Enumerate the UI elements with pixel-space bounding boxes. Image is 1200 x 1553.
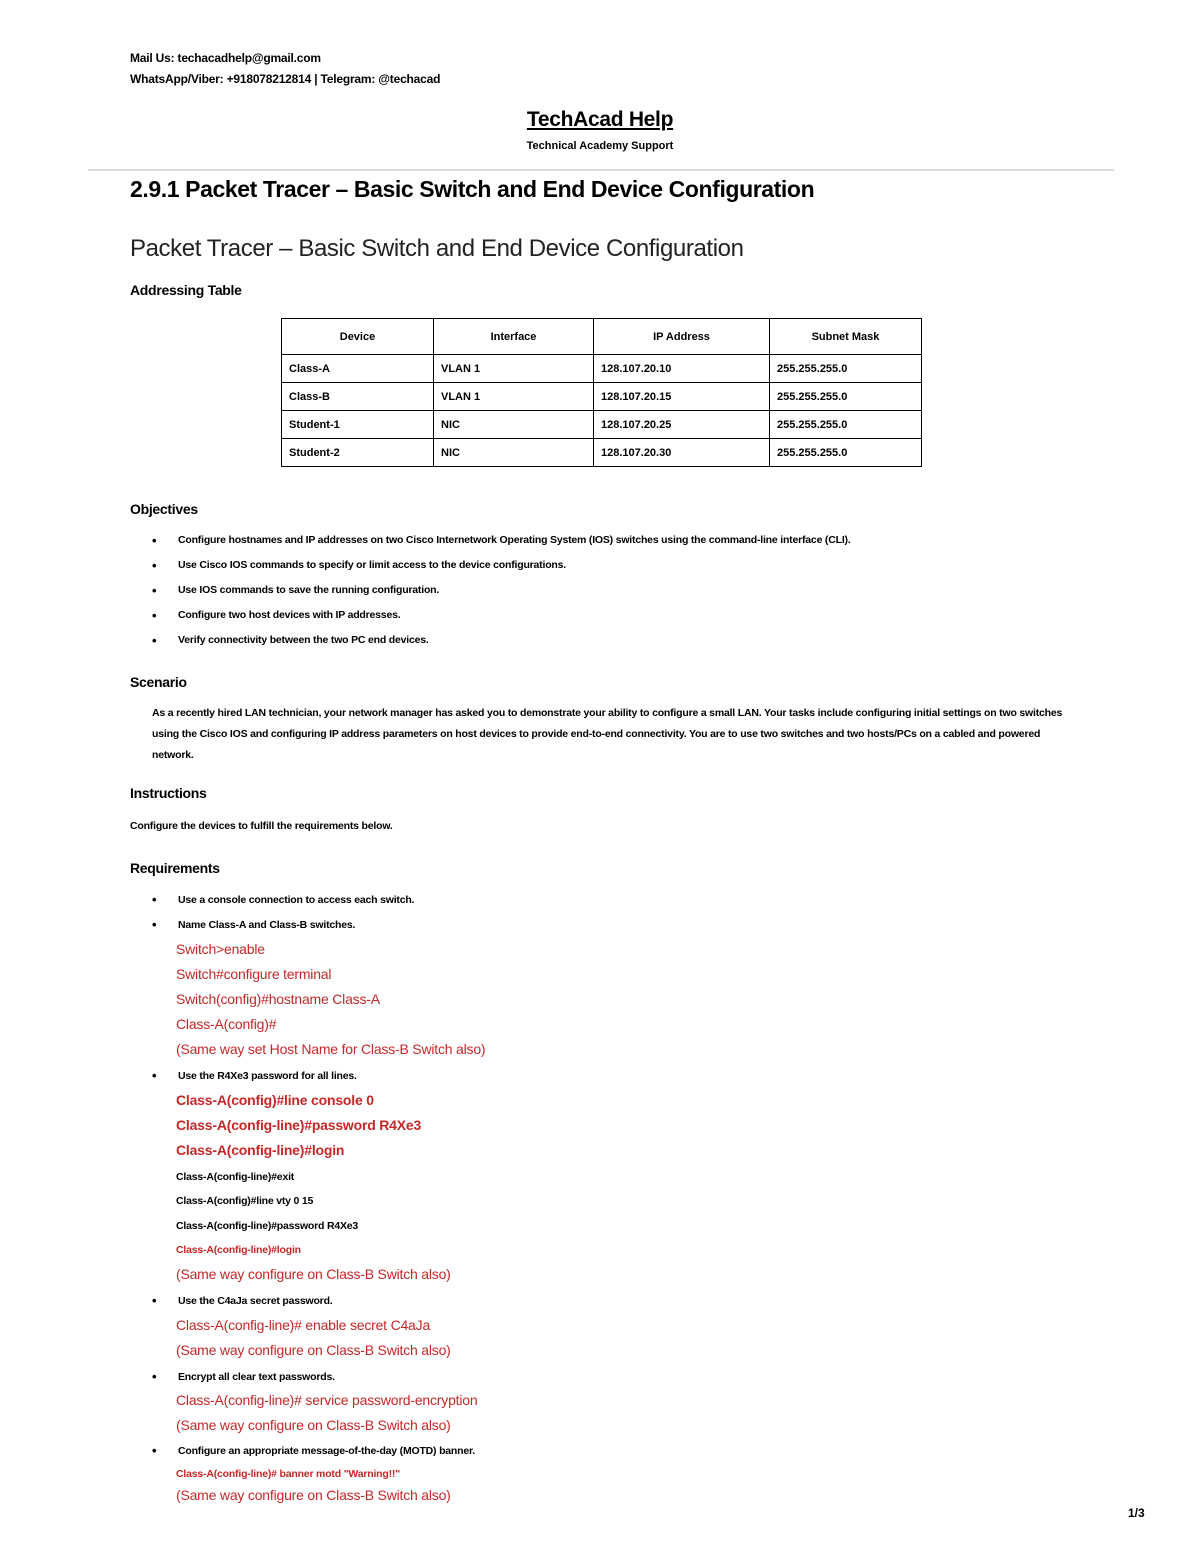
command-note: (Same way configure on Class-B Switch also) (176, 1266, 451, 1282)
table-cell: 128.107.20.25 (594, 411, 770, 439)
list-item: • Use the C4aJa secret password. (150, 1293, 333, 1309)
table-cell: NIC (434, 411, 594, 439)
command-line: Class-A(config-line)#login (176, 1142, 345, 1158)
table-row (282, 355, 922, 383)
site-title[interactable]: TechAcad Help (526, 108, 674, 131)
scenario-heading: Scenario (130, 674, 187, 690)
section-heading: Packet Tracer – Basic Switch and End Device Configuration (130, 235, 744, 262)
table-cell: 128.107.20.30 (594, 439, 770, 467)
list-item: • Use a console connection to access each switch. (150, 892, 414, 908)
page-number: 1/3 (1128, 1506, 1145, 1520)
table-header-device: Device (282, 319, 434, 355)
table-row (282, 383, 922, 411)
addressing-table (281, 318, 922, 467)
list-item: • Use Cisco IOS commands to specify or limit access to the device configurations. (150, 553, 851, 578)
table-row (282, 411, 922, 439)
objectives-heading: Objectives (130, 501, 198, 517)
list-item: • Configure two host devices with IP addresses. (150, 603, 851, 628)
command-line: Class-A(config-line)#login (176, 1244, 301, 1256)
command-note: (Same way configure on Class-B Switch also) (176, 1487, 451, 1503)
command-line: Class-A(config-line)# enable secret C4aJa (176, 1317, 431, 1333)
table-row (282, 439, 922, 467)
table-cell: Class-B (282, 383, 434, 411)
table-cell: 128.107.20.15 (594, 383, 770, 411)
command-note: (Same way configure on Class-B Switch also) (176, 1417, 451, 1433)
command-line: Class-A(config-line)# banner motd "Warning!!" (176, 1468, 400, 1480)
site-subtitle: Technical Academy Support (526, 140, 674, 152)
command-line: Class-A(config-line)#exit (176, 1171, 295, 1183)
header-divider (88, 169, 1114, 171)
table-cell: Student-2 (282, 439, 434, 467)
list-item: • Use the R4Xe3 password for all lines. (150, 1068, 357, 1084)
table-cell: 128.107.20.10 (594, 355, 770, 383)
command-line: Switch(config)#hostname Class-A (176, 991, 380, 1007)
command-line: Class-A(config)#line console 0 (176, 1092, 374, 1108)
command-line: Class-A(config)# (176, 1016, 277, 1032)
table-cell: 255.255.255.0 (770, 439, 922, 467)
list-item: • Name Class-A and Class-B switches. (150, 917, 355, 933)
list-item: • Use IOS commands to save the running configuration. (150, 578, 851, 603)
addressing-table-heading: Addressing Table (130, 282, 242, 298)
command-line: Switch>enable (176, 941, 265, 957)
table-header-mask: Subnet Mask (770, 319, 922, 355)
objectives-list (150, 528, 851, 653)
page-title: 2.9.1 Packet Tracer – Basic Switch and End Device Configuration (130, 176, 815, 202)
command-note: (Same way set Host Name for Class-B Switch also) (176, 1041, 486, 1057)
list-item: • Encrypt all clear text passwords. (150, 1369, 335, 1385)
instructions-heading: Instructions (130, 785, 207, 801)
table-cell: 255.255.255.0 (770, 355, 922, 383)
command-line: Switch#configure terminal (176, 966, 332, 982)
command-line: Class-A(config-line)#password R4Xe3 (176, 1117, 422, 1133)
list-item: • Verify connectivity between the two PC end devices. (150, 628, 851, 653)
contact-phone: WhatsApp/Viber: +918078212814 | Telegram: @techacad (130, 72, 441, 86)
command-line: Class-A(config)#line vty 0 15 (176, 1195, 314, 1207)
contact-mail: Mail Us: techacadhelp@gmail.com (130, 51, 321, 65)
table-cell: Class-A (282, 355, 434, 383)
table-cell: NIC (434, 439, 594, 467)
command-note: (Same way configure on Class-B Switch also) (176, 1342, 451, 1358)
scenario-text: As a recently hired LAN technician, your network manager has asked you to demonstrate your ability to configure a small LAN. Your tasks include configuring initial settings on two switches using the Cisco IOS and configuring IP address parameters on host devices to provide end-to-end connectivity. You are to use two switches and two hosts/PCs on a cabled and powered network. (152, 707, 1063, 761)
table-cell: VLAN 1 (434, 383, 594, 411)
command-line: Class-A(config-line)# service password-encryption (176, 1392, 478, 1408)
table-cell: 255.255.255.0 (770, 411, 922, 439)
instructions-text: Configure the devices to fulfill the requirements below. (130, 820, 393, 832)
list-item: • Configure hostnames and IP addresses on two Cisco Internetwork Operating System (IOS) switches using the command-line interface (CLI). (150, 528, 851, 553)
contact-block (130, 48, 440, 90)
requirements-heading: Requirements (130, 860, 220, 876)
table-cell: Student-1 (282, 411, 434, 439)
table-header-interface: Interface (434, 319, 594, 355)
list-item: • Configure an appropriate message-of-the-day (MOTD) banner. (150, 1443, 475, 1459)
table-cell: 255.255.255.0 (770, 383, 922, 411)
table-cell: VLAN 1 (434, 355, 594, 383)
command-line: Class-A(config-line)#password R4Xe3 (176, 1220, 359, 1232)
table-header-ip: IP Address (594, 319, 770, 355)
